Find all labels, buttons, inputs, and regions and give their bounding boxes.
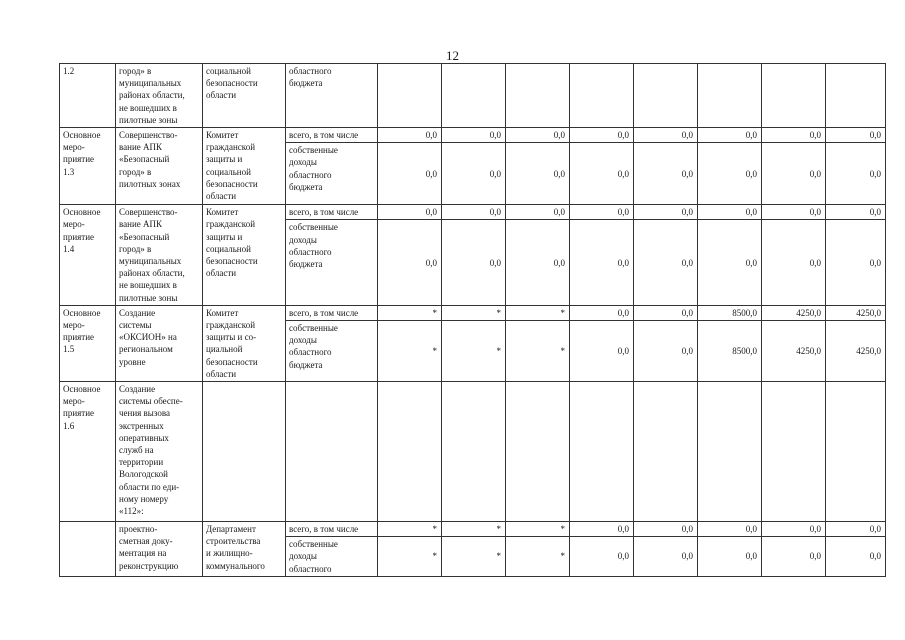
value-cell: 0,0 bbox=[762, 522, 826, 537]
value-cell: 0,0 bbox=[570, 220, 634, 305]
value-cell: 0,0 bbox=[506, 128, 570, 143]
value-cell bbox=[442, 382, 506, 522]
value-cell: 0,0 bbox=[634, 305, 698, 320]
value-cell: 0,0 bbox=[762, 128, 826, 143]
value-cell: 0,0 bbox=[570, 537, 634, 577]
funding-source-cell bbox=[286, 382, 378, 522]
table-row bbox=[60, 382, 886, 522]
value-cell: 0,0 bbox=[442, 205, 506, 220]
executor-cell bbox=[203, 382, 286, 522]
value-cell bbox=[698, 64, 762, 128]
funding-source-cell: всего, в том числе bbox=[286, 522, 378, 537]
event-cell: Основное меро- приятие 1.4 bbox=[60, 205, 116, 306]
value-cell: 4250,0 bbox=[762, 305, 826, 320]
executor-cell: Комитет гражданской защиты и социальной безопасности области bbox=[203, 128, 286, 205]
value-cell: 0,0 bbox=[506, 220, 570, 305]
value-cell: 0,0 bbox=[826, 205, 886, 220]
value-cell bbox=[570, 382, 634, 522]
value-cell: 0,0 bbox=[570, 305, 634, 320]
value-cell bbox=[442, 64, 506, 128]
value-cell bbox=[378, 382, 442, 522]
value-cell bbox=[698, 382, 762, 522]
value-cell: 0,0 bbox=[506, 143, 570, 205]
value-cell: 0,0 bbox=[826, 220, 886, 305]
funding-source-cell: собственные доходы областного бюджета bbox=[286, 220, 378, 305]
value-cell bbox=[634, 64, 698, 128]
value-cell: 0,0 bbox=[634, 128, 698, 143]
name-cell: Создание системы обеспе- чения вызова экстренных оперативных служб на территории Вологодской области по еди- ному номеру «112»: bbox=[116, 382, 203, 522]
value-cell: * bbox=[506, 537, 570, 577]
value-cell bbox=[762, 64, 826, 128]
name-cell: город» в муниципальных районах области, не вошедших в пилотные зоны bbox=[116, 64, 203, 128]
event-cell: Основное меро- приятие 1.6 bbox=[60, 382, 116, 522]
event-cell: Основное меро- приятие 1.3 bbox=[60, 128, 116, 205]
value-cell: * bbox=[442, 305, 506, 320]
table-row bbox=[60, 64, 886, 128]
value-cell: 0,0 bbox=[570, 143, 634, 205]
value-cell: 8500,0 bbox=[698, 305, 762, 320]
value-cell: 0,0 bbox=[378, 220, 442, 305]
value-cell: * bbox=[442, 537, 506, 577]
funding-source-cell: областного бюджета bbox=[286, 64, 378, 128]
value-cell: 0,0 bbox=[570, 128, 634, 143]
value-cell: * bbox=[378, 321, 442, 382]
value-cell: 0,0 bbox=[826, 537, 886, 577]
value-cell: 0,0 bbox=[762, 537, 826, 577]
value-cell: * bbox=[442, 321, 506, 382]
page-number: 12 bbox=[446, 48, 459, 63]
value-cell: * bbox=[442, 522, 506, 537]
value-cell: 4250,0 bbox=[762, 321, 826, 382]
funding-source-cell: всего, в том числе bbox=[286, 305, 378, 320]
value-cell bbox=[570, 64, 634, 128]
event-cell: 1.2 bbox=[60, 64, 116, 128]
value-cell: 0,0 bbox=[442, 128, 506, 143]
value-cell bbox=[826, 382, 886, 522]
executor-cell: Комитет гражданской защиты и социальной безопасности области bbox=[203, 205, 286, 306]
name-cell: Создание системы «ОКСИОН» на региональном уровне bbox=[116, 305, 203, 381]
value-cell: 0,0 bbox=[506, 205, 570, 220]
value-cell bbox=[506, 64, 570, 128]
funding-source-cell: всего, в том числе bbox=[286, 128, 378, 143]
value-cell: * bbox=[506, 305, 570, 320]
value-cell: * bbox=[506, 321, 570, 382]
name-cell: Совершенство- вание АПК «Безопасный город» в пилотных зонах bbox=[116, 128, 203, 205]
value-cell: 0,0 bbox=[698, 537, 762, 577]
value-cell: 0,0 bbox=[762, 220, 826, 305]
value-cell: 0,0 bbox=[698, 128, 762, 143]
executor-cell: социальной безопасности области bbox=[203, 64, 286, 128]
event-cell: Основное меро- приятие 1.5 bbox=[60, 305, 116, 381]
value-cell: 0,0 bbox=[570, 321, 634, 382]
budget-table bbox=[59, 63, 886, 577]
funding-source-cell: всего, в том числе bbox=[286, 205, 378, 220]
value-cell: 0,0 bbox=[698, 205, 762, 220]
value-cell: 0,0 bbox=[634, 205, 698, 220]
funding-source-cell: собственные доходы областного bbox=[286, 537, 378, 577]
value-cell: 0,0 bbox=[762, 143, 826, 205]
value-cell: * bbox=[378, 305, 442, 320]
value-cell: 0,0 bbox=[826, 522, 886, 537]
value-cell: * bbox=[378, 537, 442, 577]
table-row bbox=[60, 522, 886, 537]
value-cell: 0,0 bbox=[442, 220, 506, 305]
table-row bbox=[60, 128, 886, 143]
table-row bbox=[60, 205, 886, 220]
value-cell: 0,0 bbox=[634, 220, 698, 305]
value-cell: 0,0 bbox=[378, 143, 442, 205]
name-cell: Совершенство- вание АПК «Безопасный город» в муниципальных районах области, не вошедших в пилотные зоны bbox=[116, 205, 203, 306]
executor-cell: Комитет гражданской защиты и со- циальной безопасности области bbox=[203, 305, 286, 381]
value-cell: 0,0 bbox=[634, 537, 698, 577]
value-cell: 8500,0 bbox=[698, 321, 762, 382]
value-cell: 0,0 bbox=[634, 143, 698, 205]
value-cell: 0,0 bbox=[378, 205, 442, 220]
name-cell: проектно- сметная доку- ментация на реконструкцию bbox=[116, 522, 203, 577]
value-cell: 0,0 bbox=[698, 220, 762, 305]
value-cell: * bbox=[378, 522, 442, 537]
value-cell: 0,0 bbox=[698, 143, 762, 205]
executor-cell: Департамент строительства и жилищно- коммунального bbox=[203, 522, 286, 577]
value-cell: 0,0 bbox=[698, 522, 762, 537]
value-cell: 0,0 bbox=[442, 143, 506, 205]
value-cell: 0,0 bbox=[762, 205, 826, 220]
value-cell: 0,0 bbox=[826, 143, 886, 205]
value-cell: 0,0 bbox=[826, 128, 886, 143]
value-cell: * bbox=[506, 522, 570, 537]
value-cell: 0,0 bbox=[570, 205, 634, 220]
value-cell bbox=[634, 382, 698, 522]
funding-source-cell: собственные доходы областного бюджета bbox=[286, 321, 378, 382]
value-cell: 0,0 bbox=[634, 522, 698, 537]
event-cell bbox=[60, 522, 116, 577]
value-cell: 0,0 bbox=[570, 522, 634, 537]
value-cell bbox=[826, 64, 886, 128]
value-cell: 4250,0 bbox=[826, 321, 886, 382]
funding-source-cell: собственные доходы областного бюджета bbox=[286, 143, 378, 205]
value-cell: 4250,0 bbox=[826, 305, 886, 320]
value-cell: 0,0 bbox=[634, 321, 698, 382]
value-cell bbox=[378, 64, 442, 128]
value-cell bbox=[506, 382, 570, 522]
value-cell: 0,0 bbox=[378, 128, 442, 143]
value-cell bbox=[762, 382, 826, 522]
table-row bbox=[60, 305, 886, 320]
